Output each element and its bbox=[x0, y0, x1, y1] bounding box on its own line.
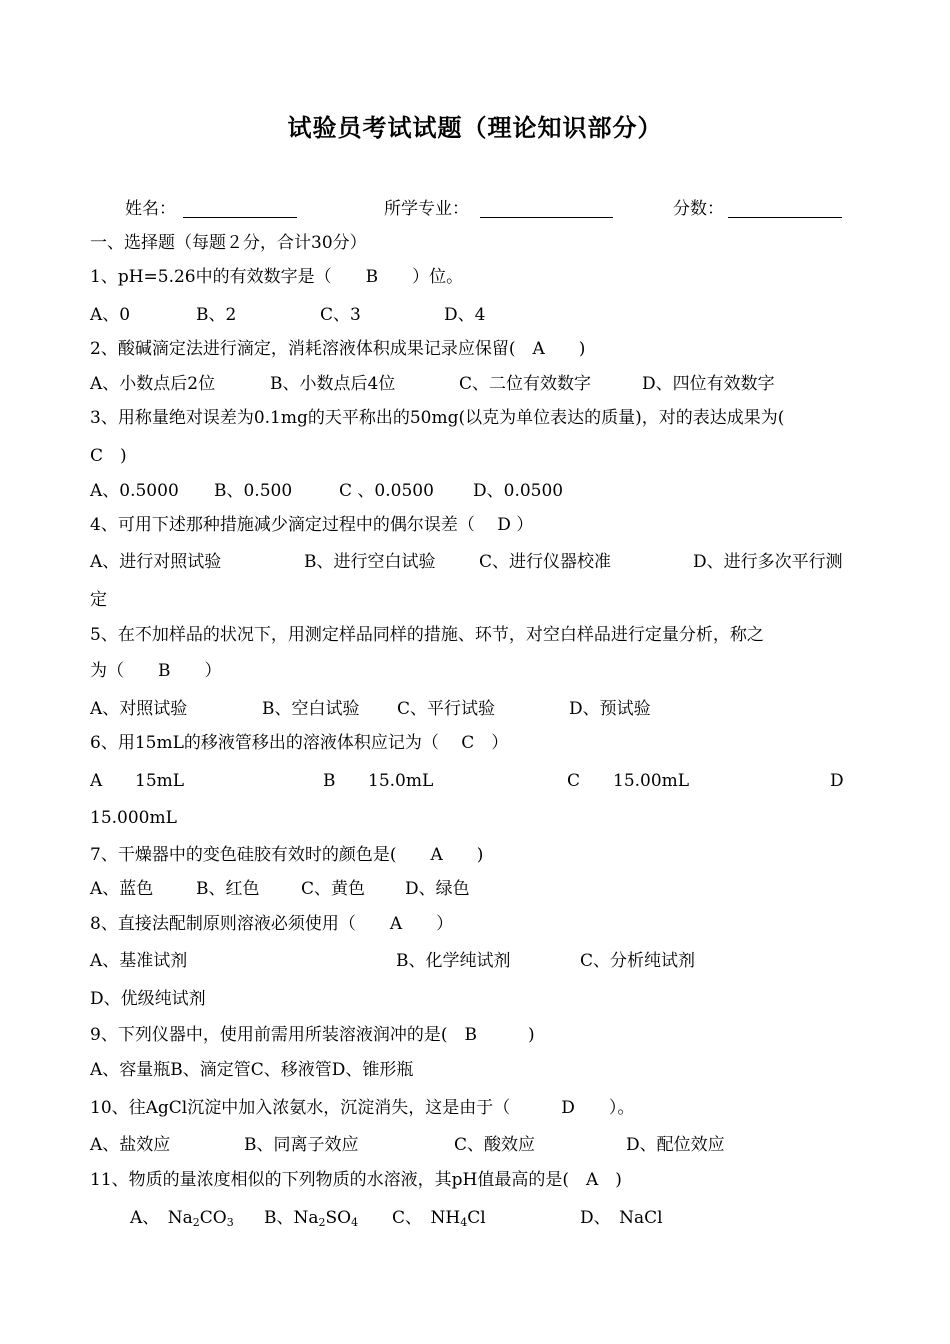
q6-option-d-value: 15.000mL bbox=[90, 808, 177, 828]
q4-option-c: C、进行仪器校准 bbox=[479, 552, 612, 572]
question-8: 8、直接法配制原则溶液必须使用（ A ） bbox=[90, 914, 454, 934]
question-4: 4、可用下述那种措施减少滴定过程中的偶尔误差（ D ） bbox=[90, 515, 534, 535]
q10-option-c: C、酸效应 bbox=[454, 1135, 536, 1155]
page-title: 试验员考试试题（理论知识部分） bbox=[287, 113, 663, 142]
q7-option-b: B、红色 bbox=[196, 879, 260, 899]
q5-option-c: C、平行试验 bbox=[397, 699, 496, 719]
q6-option-c-value: 15.00mL bbox=[613, 771, 690, 791]
q3-option-c: C 、0.0500 bbox=[339, 481, 434, 501]
q1-option-c: C、3 bbox=[320, 305, 361, 325]
q3-option-d: D、0.0500 bbox=[473, 481, 564, 501]
q11-option-d: D、 NaCl bbox=[580, 1208, 663, 1228]
q10-option-d: D、配位效应 bbox=[626, 1135, 725, 1155]
q6-option-d-letter: D bbox=[830, 771, 844, 791]
question-11: 11、物质的量浓度相似的下列物质的水溶液，其pH值最高的是( A ) bbox=[90, 1170, 622, 1190]
question-5: 5、在不加样品的状况下，用测定样品同样的措施、环节，对空白样品进行定量分析，称之 bbox=[90, 625, 764, 645]
q5-option-d: D、预试验 bbox=[569, 699, 651, 719]
section-heading: 一、选择题（每题２分，合计30分） bbox=[90, 233, 367, 253]
question-5-cont: 为（ B ） bbox=[90, 661, 222, 681]
score-blank bbox=[728, 217, 842, 218]
q8-option-b: B、化学纯试剂 bbox=[396, 951, 511, 971]
q2-option-c: C、二位有效数字 bbox=[459, 374, 592, 394]
q5-option-a: A、对照试验 bbox=[90, 699, 188, 719]
q6-option-b-letter: B bbox=[323, 771, 336, 791]
q7-option-d: D、绿色 bbox=[405, 879, 470, 899]
q10-option-b: B、同离子效应 bbox=[244, 1135, 359, 1155]
q10-option-a: A、盐效应 bbox=[90, 1135, 171, 1155]
q1-option-d: D、4 bbox=[444, 305, 486, 325]
q8-option-a: A、基准试剂 bbox=[90, 951, 188, 971]
q11-option-b: B、$Na_2SO_4$ bbox=[264, 1208, 359, 1229]
q9-options: A、容量瓶B、滴定管C、移液管D、锥形瓶 bbox=[90, 1060, 414, 1080]
question-2: 2、酸碱滴定法进行滴定，消耗溶液体积成果记录应保留( A ) bbox=[90, 339, 586, 359]
q3-option-b: B、0.500 bbox=[214, 481, 293, 501]
question-6: 6、用15mL的移液管移出的溶液体积应记为（ C ） bbox=[90, 733, 509, 753]
question-3: 3、用称量绝对误差为0.1mg的天平称出的50mg(以克为单位表达的质量)，对的表达成果为( bbox=[90, 408, 785, 428]
q7-option-a: A、蓝色 bbox=[90, 879, 154, 899]
q8-option-c: C、分析纯试剂 bbox=[580, 951, 696, 971]
q6-option-a-letter: A bbox=[90, 771, 103, 791]
q4-option-b: B、进行空白试验 bbox=[304, 552, 436, 572]
name-blank bbox=[183, 217, 297, 218]
q4-option-d: D、进行多次平行测 bbox=[693, 552, 843, 572]
question-3-cont: C ) bbox=[90, 446, 127, 466]
q4-option-d-cont: 定 bbox=[90, 590, 107, 610]
q4-option-a: A、进行对照试验 bbox=[90, 552, 222, 572]
q2-option-d: D、四位有效数字 bbox=[642, 374, 775, 394]
q7-option-c: C、黄色 bbox=[301, 879, 366, 899]
q5-option-b: B、空白试验 bbox=[262, 699, 360, 719]
q3-option-a: A、0.5000 bbox=[90, 481, 179, 501]
q1-option-a: A、0 bbox=[90, 305, 131, 325]
q8-option-d: D、优级纯试剂 bbox=[90, 989, 206, 1009]
q11-option-c: C、 $NH_4Cl$ bbox=[392, 1208, 486, 1229]
question-9: 9、下列仪器中，使用前需用所装溶液润冲的是( B ) bbox=[90, 1025, 535, 1045]
q11-option-a: A、 $Na_2CO_3$ bbox=[130, 1208, 234, 1229]
question-10: 10、往AgCl沉淀中加入浓氨水，沉淀消失，这是由于（ D ）。 bbox=[90, 1098, 635, 1118]
question-7: 7、干燥器中的变色硅胶有效时的颜色是( A ) bbox=[90, 845, 484, 865]
q2-option-a: A、小数点后2位 bbox=[90, 374, 216, 394]
score-label: 分数： bbox=[673, 199, 724, 219]
q6-option-c-letter: C bbox=[567, 771, 581, 791]
q6-option-b-value: 15.0mL bbox=[368, 771, 434, 791]
q2-option-b: B、小数点后4位 bbox=[270, 374, 396, 394]
q1-option-b: B、2 bbox=[196, 305, 237, 325]
major-blank bbox=[480, 217, 613, 218]
q6-option-a-value: 15mL bbox=[135, 771, 185, 791]
name-label: 姓名： bbox=[125, 199, 176, 219]
major-label: 所学专业： bbox=[384, 199, 469, 219]
question-1: 1、pH=5.26中的有效数字是（ B ）位。 bbox=[90, 267, 464, 287]
